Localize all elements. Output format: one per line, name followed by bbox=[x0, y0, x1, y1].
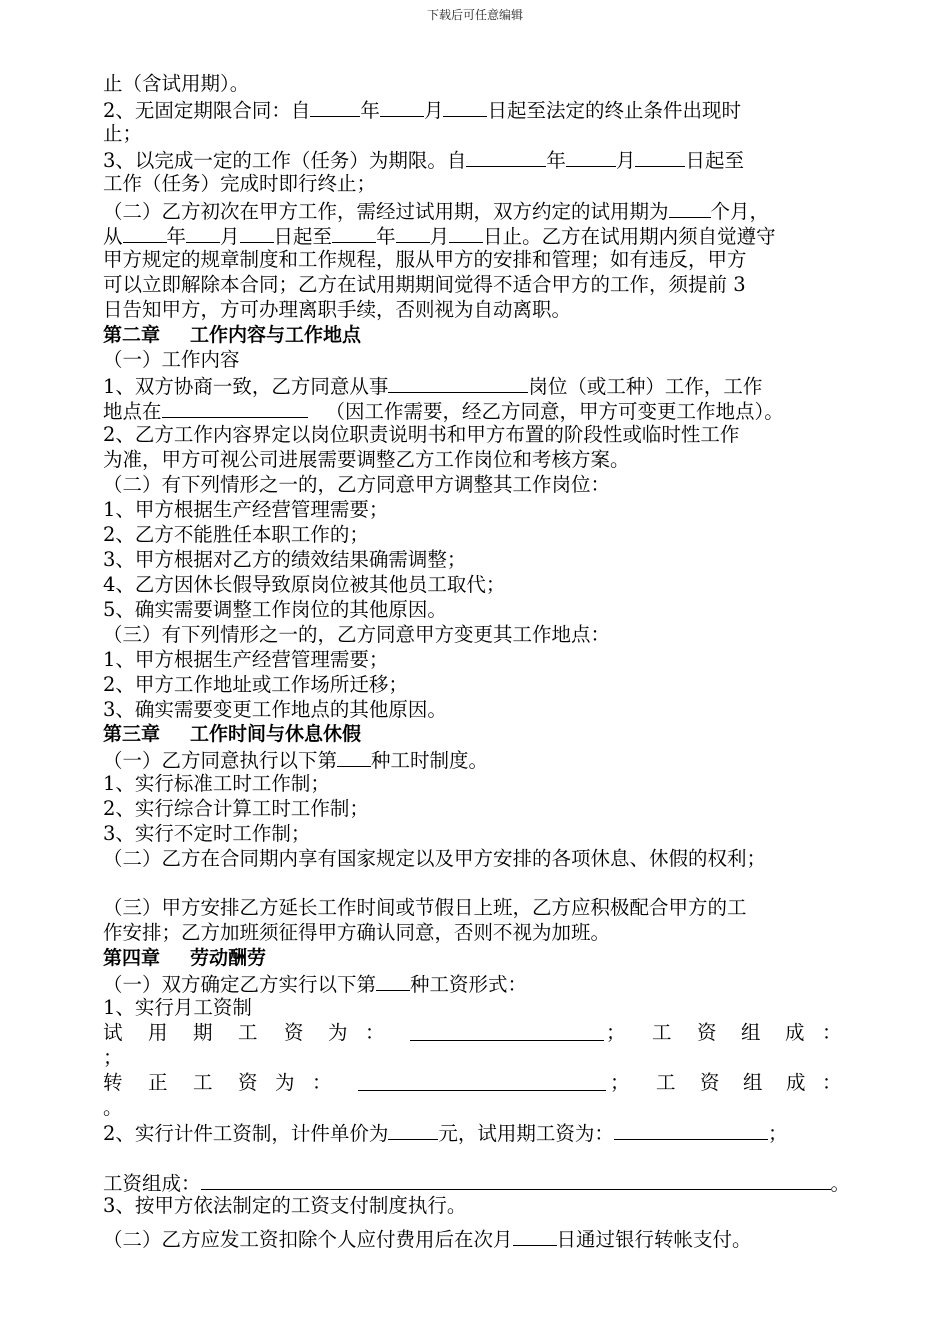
text-line: 2、乙方不能胜任本职工作的； bbox=[103, 523, 369, 546]
blank-year[interactable] bbox=[123, 223, 167, 243]
blank-day[interactable] bbox=[449, 223, 483, 243]
blank-probation-months[interactable] bbox=[669, 198, 711, 218]
chapter-heading: 第四章 劳动酬劳 bbox=[103, 947, 267, 969]
text-line: ； bbox=[103, 1046, 123, 1069]
blank-workplace[interactable] bbox=[162, 398, 308, 418]
chapter-heading: 第二章 工作内容与工作地点 bbox=[103, 324, 362, 346]
text-line: 作安排；乙方加班须征得甲方确认同意，否则不视为加班。 bbox=[103, 921, 611, 944]
blank-probation-wage[interactable] bbox=[410, 1021, 604, 1041]
text-line: 地点在 （因工作需要，经乙方同意，甲方可变更工作地点）。 bbox=[103, 400, 784, 423]
text-line: 工资组成： 。 bbox=[103, 1172, 851, 1195]
text-line: （一）乙方同意执行以下第 种工时制度。 bbox=[103, 749, 489, 772]
text-line: 5、确实需要调整工作岗位的其他原因。 bbox=[103, 598, 447, 621]
blank-month[interactable] bbox=[396, 223, 430, 243]
text-line: 3、甲方根据对乙方的绩效结果确需调整； bbox=[103, 548, 467, 571]
text-line: （二）乙方在合同期内享有国家规定以及甲方安排的各项休息、休假的权利； bbox=[103, 847, 767, 870]
text-line: 1、甲方根据生产经营管理需要； bbox=[103, 498, 389, 521]
chapter-heading: 第三章 工作时间与休息休假 bbox=[103, 723, 362, 745]
text-line: 止（含试用期）。 bbox=[103, 72, 250, 95]
blank-workhour-type[interactable] bbox=[337, 747, 371, 767]
blank-wage-type[interactable] bbox=[376, 971, 410, 991]
text-line: （二）乙方初次在甲方工作，需经过试用期，双方约定的试用期为 个月， bbox=[103, 200, 770, 223]
page-header: 下载后可任意编辑 bbox=[426, 8, 523, 22]
text-line: 3、按甲方依法制定的工资支付制度执行。 bbox=[103, 1194, 467, 1217]
text-line: 止； bbox=[103, 122, 143, 145]
blank-piece-price[interactable] bbox=[388, 1120, 438, 1140]
blank-year[interactable] bbox=[332, 223, 376, 243]
blank-day[interactable] bbox=[443, 97, 487, 117]
text-line: 2、实行综合计算工时工作制； bbox=[103, 797, 369, 820]
blank-month[interactable] bbox=[186, 223, 220, 243]
text-line: 。 bbox=[103, 1096, 123, 1119]
text-line: 从 年 月 日起至 年 月 日止。乙方在试用期内须自觉遵守 bbox=[103, 225, 776, 248]
text-line: 2、甲方工作地址或工作场所迁移； bbox=[103, 673, 408, 696]
text-line: 可以立即解除本合同；乙方在试用期期间觉得不适合甲方的工作，须提前 3 bbox=[103, 273, 746, 296]
blank-day[interactable] bbox=[635, 147, 685, 167]
blank-wage-composition[interactable] bbox=[201, 1170, 831, 1190]
blank-month[interactable] bbox=[566, 147, 616, 167]
text-line: （二）有下列情形之一的，乙方同意甲方调整其工作岗位： bbox=[103, 473, 611, 496]
text-line: （二）乙方应发工资扣除个人应付费用后在次月 日通过银行转帐支付。 bbox=[103, 1228, 752, 1251]
text-line: 2、实行计件工资制，计件单价为 元，试用期工资为： ； bbox=[103, 1122, 788, 1145]
text-line: （一）双方确定乙方实行以下第 种工资形式： bbox=[103, 973, 528, 996]
text-line: 甲方规定的规章制度和工作规程，服从甲方的安排和管理；如有违反，甲方 bbox=[103, 248, 747, 271]
blank-year[interactable] bbox=[466, 147, 546, 167]
text-line: 3、以完成一定的工作（任务）为期限。自 年 月 日起至 bbox=[103, 149, 744, 172]
text-line: 4、乙方因休长假导致原岗位被其他员工取代； bbox=[103, 573, 506, 596]
text-line: 1、实行标准工时工作制； bbox=[103, 772, 330, 795]
blank-probation-piece-wage[interactable] bbox=[614, 1120, 768, 1140]
text-line: 3、确实需要变更工作地点的其他原因。 bbox=[103, 698, 447, 721]
text-line: 1、双方协商一致，乙方同意从事 岗位（或工种）工作，工作 bbox=[103, 375, 763, 398]
blank-regular-wage[interactable] bbox=[358, 1071, 606, 1091]
blank-month[interactable] bbox=[380, 97, 424, 117]
text-line: 1、实行月工资制 bbox=[103, 996, 252, 1019]
blank-day[interactable] bbox=[240, 223, 274, 243]
blank-year[interactable] bbox=[310, 97, 360, 117]
text-line: 为准，甲方可视公司进展需要调整乙方工作岗位和考核方案。 bbox=[103, 448, 630, 471]
blank-pay-day[interactable] bbox=[513, 1226, 557, 1246]
text-line: （三）甲方安排乙方延长工作时间或节假日上班，乙方应积极配合甲方的工 bbox=[103, 896, 747, 919]
text-line: 日告知甲方，方可办理离职手续，否则视为自动离职。 bbox=[103, 298, 572, 321]
blank-position[interactable] bbox=[388, 373, 528, 393]
text-line: 2、乙方工作内容界定以岗位职责说明书和甲方布置的阶段性或临时性工作 bbox=[103, 423, 740, 446]
text-line: （三）有下列情形之一的，乙方同意甲方变更其工作地点： bbox=[103, 623, 611, 646]
text-line: 工作（任务）完成时即行终止； bbox=[103, 172, 377, 195]
text-line: 2、无固定期限合同：自 年 月 日起至法定的终止条件出现时 bbox=[103, 99, 741, 122]
text-line: （一）工作内容 bbox=[103, 348, 240, 371]
text-line: 1、甲方根据生产经营管理需要； bbox=[103, 648, 389, 671]
text-line: 3、实行不定时工作制； bbox=[103, 822, 311, 845]
